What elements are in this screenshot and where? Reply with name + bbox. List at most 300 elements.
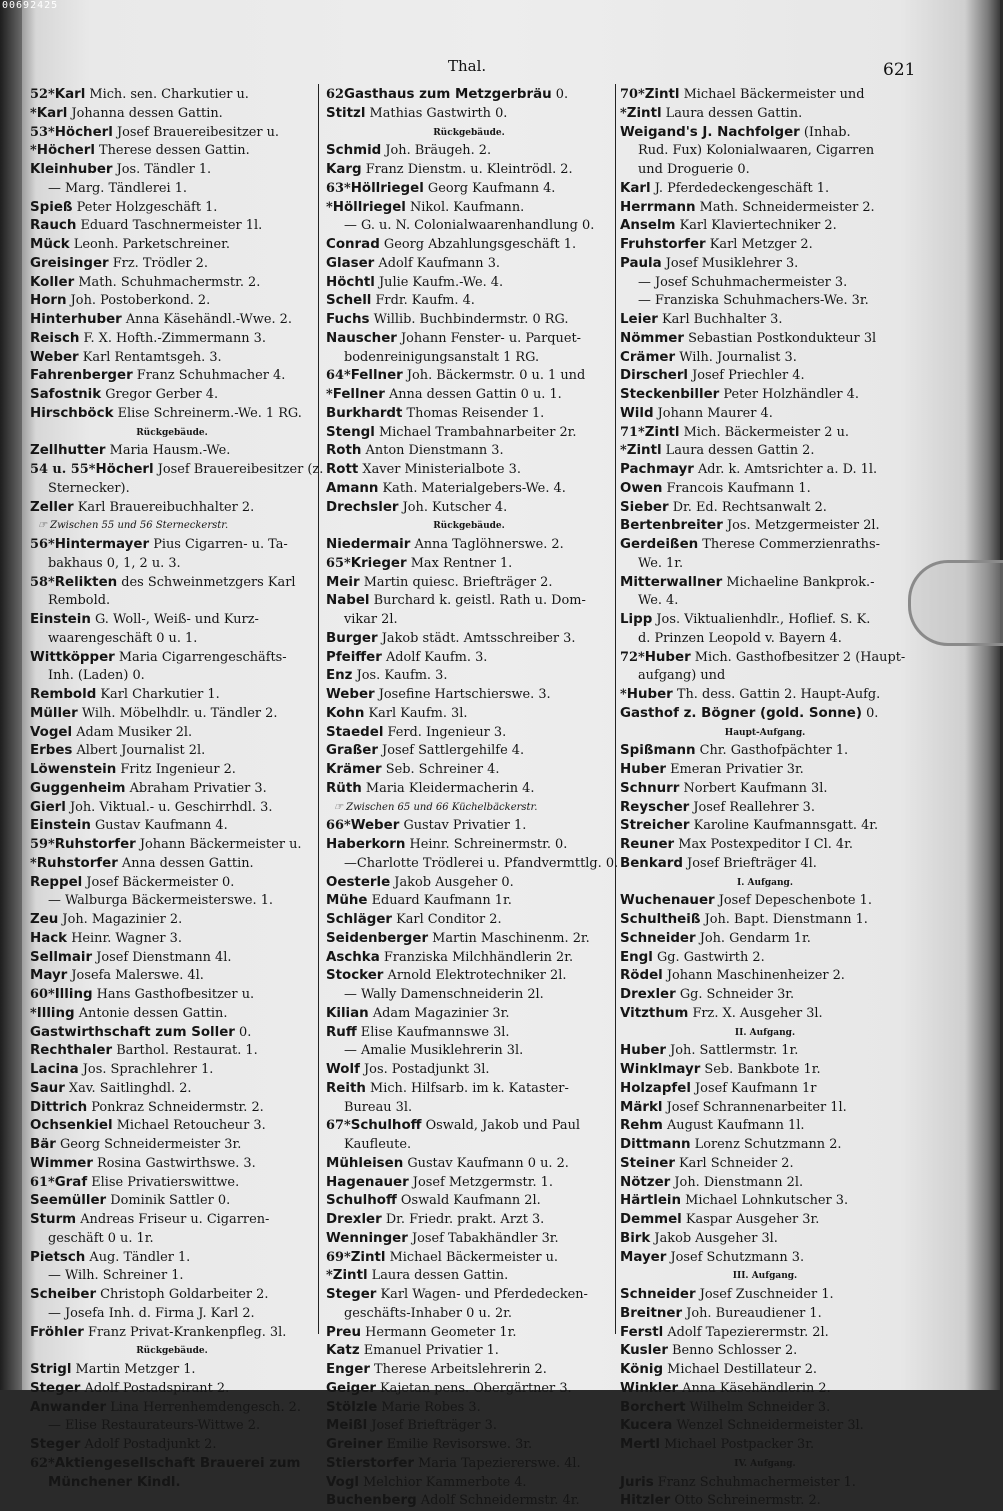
entry-details: Laura dessen Gattin. — [661, 105, 803, 121]
resident-name: Reyscher — [620, 799, 690, 815]
directory-entry — [326, 1155, 612, 1174]
resident-name: Reith — [326, 1080, 366, 1096]
directory-entry — [620, 1492, 910, 1511]
entry-details: Anna Käsehändlerin 2. — [678, 1380, 831, 1396]
directory-entry — [326, 874, 612, 893]
resident-name: Krieger — [350, 555, 407, 571]
directory-entry — [620, 611, 910, 630]
directory-entry — [30, 311, 314, 330]
directory-entry — [620, 1436, 910, 1455]
directory-entry — [620, 1211, 910, 1230]
entry-details: Josef Briefträger 4l. — [682, 855, 817, 871]
entry-details: Mathias Gastwirth 0. — [365, 105, 508, 121]
entry-details: Jos. Sprachlehrer 1. — [78, 1062, 214, 1077]
entry-details: Oswald, Jakob und Paul — [421, 1118, 581, 1134]
entry-details: 0. — [234, 1024, 252, 1040]
directory-entry — [326, 611, 612, 630]
directory-entry — [30, 611, 314, 630]
resident-name: Reuner — [620, 837, 675, 852]
entry-details: F. X. Hofth.-Zimmermann 3. — [79, 330, 266, 346]
directory-entry — [30, 1005, 314, 1024]
directory-entry — [30, 480, 314, 499]
resident-name: Roth — [326, 443, 362, 459]
entry-details: Josef Dienstmann 4l. — [92, 949, 232, 965]
directory-entry — [620, 649, 910, 668]
entry-details: We. 1r. — [638, 555, 684, 571]
resident-name: Karl — [54, 87, 86, 102]
directory-entry — [326, 86, 612, 105]
directory-entry — [30, 199, 314, 218]
resident-name: Geiger — [326, 1380, 376, 1396]
resident-name: Aktiengesellschaft Brauerei zum — [54, 1455, 301, 1471]
entry-details: Antonie dessen Gattin. — [74, 1005, 228, 1021]
resident-name: Nötzer — [620, 1174, 671, 1190]
directory-entry — [30, 1286, 314, 1305]
directory-entry — [326, 274, 612, 293]
resident-name: Schultheiß — [620, 912, 701, 927]
resident-name: Gasthof z. Bögner (gold. Sonne) — [620, 705, 862, 721]
entry-details: Franz Schuhmachermeister 1. — [653, 1474, 856, 1490]
directory-entry — [620, 349, 910, 368]
resident-name: Horn — [30, 293, 67, 309]
entry-details: Joh. Sattlermstr. 1r. — [666, 1043, 799, 1059]
directory-entry — [326, 180, 612, 199]
resident-name: Meir — [326, 574, 360, 590]
house-number: 59* — [30, 837, 55, 852]
resident-name: Pfeiffer — [326, 649, 382, 665]
directory-entry — [326, 1061, 612, 1080]
resident-name: Kusler — [620, 1343, 668, 1359]
entry-details: Michael Destillateur 2. — [663, 1362, 818, 1377]
house-number: 61* — [30, 1174, 55, 1190]
directory-entry — [326, 142, 612, 161]
resident-name: Fellner — [332, 387, 385, 402]
directory-entry — [620, 274, 910, 293]
resident-name: Gerdeißen — [620, 537, 699, 552]
resident-name: Wittköpper — [30, 649, 115, 665]
entry-details: Josef Schutzmann 3. — [666, 1249, 805, 1265]
section-heading: IV. Aufgang. — [734, 1458, 796, 1469]
resident-name: Weber — [326, 687, 375, 702]
entry-details: Nikol. Kaufmann. — [405, 199, 525, 215]
house-number: 72* — [620, 649, 645, 665]
resident-name: Mühleisen — [326, 1155, 404, 1171]
section-heading: Rückgebäude. — [433, 521, 505, 532]
resident-name: Schnurr — [620, 780, 680, 796]
directory-entry — [326, 1380, 612, 1399]
house-number: 56* — [30, 537, 55, 552]
resident-name: Schell — [326, 293, 372, 309]
directory-entry — [30, 911, 314, 930]
resident-name: Amann — [326, 480, 379, 496]
entry-details: Peter Holzgeschäft 1. — [72, 199, 218, 215]
directory-entry — [620, 949, 910, 968]
entry-details: — Marg. Tändlerei 1. — [48, 180, 188, 196]
directory-entry — [620, 1080, 910, 1099]
house-number: * — [326, 199, 333, 215]
resident-name: Seidenberger — [326, 930, 429, 946]
entry-details: Eduard Taschnermeister 1l. — [76, 218, 263, 234]
directory-entry — [30, 799, 314, 818]
resident-name: Benkard — [620, 855, 683, 871]
entry-details: Andreas Friseur u. Cigarren- — [76, 1212, 270, 1227]
entry-details: Inh. (Laden) 0. — [48, 668, 145, 684]
entry-details: Wilh. Journalist 3. — [675, 349, 797, 365]
resident-name: Birk — [620, 1230, 651, 1246]
directory-entry — [30, 686, 314, 705]
directory-entry — [326, 1417, 612, 1436]
entry-details: Johann Bäckermeister u. — [135, 837, 302, 852]
resident-name: Hirschböck — [30, 405, 114, 421]
directory-entry — [326, 217, 612, 236]
directory-entry — [30, 724, 314, 743]
directory-entry — [620, 199, 910, 218]
directory-entry — [326, 649, 612, 668]
entry-details: Laura dessen Gattin 2. — [661, 443, 815, 459]
resident-name: Wild — [620, 405, 654, 421]
entry-details: Jos. Viktualienhdlr., Hoflief. S. K. — [652, 612, 871, 627]
resident-name: Fuchs — [326, 312, 370, 327]
resident-name: Guggenheim — [30, 780, 126, 796]
directory-entry — [30, 124, 314, 143]
resident-name: Zeu — [30, 912, 59, 927]
resident-name: Burkhardt — [326, 405, 403, 421]
directory-entry — [326, 1024, 612, 1043]
directory-entry — [30, 142, 314, 161]
directory-entry — [326, 630, 612, 649]
directory-entry — [30, 1399, 314, 1418]
resident-name: Steiner — [620, 1155, 675, 1171]
entry-details: Josef Bäckermeister 0. — [82, 874, 235, 890]
directory-entry — [620, 367, 910, 386]
entry-details: Dominik Sattler 0. — [106, 1193, 231, 1209]
house-number: 58* — [30, 574, 55, 590]
entry-details: Karl Wagen- und Pferdedecken- — [376, 1287, 588, 1302]
resident-name: Dittmann — [620, 1137, 691, 1152]
directory-entry — [326, 1042, 612, 1061]
resident-name: Illing — [36, 1005, 75, 1021]
directory-entry — [326, 367, 612, 386]
column-rule — [615, 84, 616, 1334]
directory-entry — [30, 1230, 314, 1249]
entry-details: Gg. Gastwirth 2. — [652, 949, 765, 965]
page-clip — [908, 560, 1003, 646]
directory-entry — [30, 667, 314, 686]
directory-entry — [326, 199, 612, 218]
resident-name: Zeller — [30, 499, 74, 515]
entry-details: Josef Kaufmann 1r — [690, 1080, 817, 1096]
entry-details: Joh. Bureaudiener 1. — [682, 1305, 822, 1321]
house-number: * — [620, 105, 627, 121]
resident-name: Enz — [326, 668, 353, 684]
entry-details: des Schweinmetzgers Karl — [117, 574, 296, 590]
directory-entry — [620, 255, 910, 274]
entry-details: Josef Priechler 4. — [688, 368, 805, 384]
entry-details: Frdr. Kaufm. 4. — [371, 293, 475, 309]
house-number: * — [326, 1268, 333, 1284]
entry-details: waarengeschäft 0 u. 1. — [48, 630, 198, 646]
directory-entry — [620, 1417, 910, 1436]
directory-entry — [326, 1474, 612, 1493]
directory-entry — [326, 574, 612, 593]
directory-entry — [620, 667, 910, 686]
resident-name: Steger — [326, 1287, 377, 1302]
entry-details: Adolf Postadjunkt 2. — [80, 1437, 217, 1452]
resident-name: Schläger — [326, 912, 393, 927]
resident-name: König — [620, 1362, 664, 1377]
resident-name: Huber — [620, 1043, 667, 1059]
entry-details: Kajetan pens. Obergärtner 3. — [375, 1380, 572, 1396]
entry-details: Georg Abzahlungsgeschäft 1. — [379, 237, 577, 252]
house-number: 65* — [326, 555, 351, 571]
entry-details: Sternecker). — [48, 480, 130, 496]
resident-name: Ruhstorfer — [54, 837, 136, 852]
directory-entry — [620, 1361, 910, 1380]
directory-entry — [326, 1455, 612, 1474]
resident-name: Rechthaler — [30, 1043, 113, 1059]
directory-entry — [620, 217, 910, 236]
directory-entry — [326, 1436, 612, 1455]
resident-name: Münchener Kindl. — [48, 1474, 181, 1490]
house-number: * — [620, 443, 627, 459]
resident-name: Weber — [350, 818, 400, 834]
entry-details: — G. u. N. Colonialwaarenhandlung 0. — [344, 218, 595, 234]
directory-entry — [326, 1361, 612, 1380]
entry-details: Wenzel Schneidermeister 3l. — [672, 1418, 864, 1434]
cross-street-note: ☞ Zwischen 55 und 56 Sterneckerstr. — [38, 520, 229, 532]
directory-entry — [30, 761, 314, 780]
directory-entry — [620, 836, 910, 855]
resident-name: Lacina — [30, 1062, 79, 1077]
resident-name: Höllriegel — [350, 180, 424, 196]
section-heading: Haupt-Aufgang. — [724, 727, 806, 738]
resident-name: Rauch — [30, 218, 77, 234]
entry-details: Anna Käsehändl.-Wwe. 2. — [121, 312, 292, 327]
resident-name: Mertl — [620, 1437, 661, 1452]
house-number: 67* — [326, 1118, 351, 1134]
entry-details: Peter Holzhändler 4. — [719, 387, 859, 402]
entry-details: Therese Commerzienraths- — [698, 537, 880, 552]
entry-details: Karl Metzger 2. — [705, 237, 813, 252]
resident-name: Nauscher — [326, 330, 397, 346]
directory-entry — [620, 817, 910, 836]
entry-details: Chr. Gasthofpächter 1. — [695, 743, 849, 759]
section-heading: Rückgebäude. — [433, 127, 505, 138]
entry-details: Dr. Ed. Rechtsanwalt 2. — [668, 499, 827, 515]
resident-name: Wenninger — [326, 1230, 408, 1246]
resident-name: Mitterwallner — [620, 574, 723, 590]
resident-name: Huber — [644, 649, 691, 665]
resident-name: Gasthaus zum Metzgerbräu — [343, 87, 552, 102]
directory-entry — [30, 1474, 314, 1493]
directory-entry — [620, 892, 910, 911]
directory-entry — [620, 1099, 910, 1118]
directory-entry — [326, 424, 612, 443]
directory-entry — [326, 780, 612, 799]
entry-details: Gg. Schneider 3r. — [675, 987, 795, 1002]
directory-entry — [620, 592, 910, 611]
house-number: 53* — [30, 124, 55, 140]
resident-name: Pachmayr — [620, 462, 694, 477]
directory-entry — [326, 892, 612, 911]
resident-name: Drexler — [620, 987, 676, 1002]
entry-details: Otto Schreinermstr. 2. — [670, 1493, 821, 1509]
resident-name: Holzapfel — [620, 1080, 691, 1096]
entry-details: Josef Zuschneider 1. — [695, 1287, 834, 1302]
resident-name: Juris — [620, 1474, 654, 1490]
directory-entry — [30, 780, 314, 799]
column-rule — [318, 84, 319, 1334]
resident-name: Huber — [626, 687, 673, 702]
entry-details: Eduard Kaufmann 1r. — [367, 893, 512, 909]
directory-entry — [326, 461, 612, 480]
entry-details: Gregor Gerber 4. — [101, 387, 219, 402]
resident-name: Weber — [30, 349, 79, 365]
entry-details: Fritz Ingenieur 2. — [116, 762, 236, 777]
entry-details: Dr. Friedr. prakt. Arzt 3. — [381, 1212, 545, 1227]
entry-details: Karl Buchhalter 3. — [657, 312, 783, 327]
entry-details: Sebastian Postkondukteur 3l — [684, 330, 877, 346]
section-heading: I. Aufgang. — [737, 877, 793, 888]
entry-details: Joh. Magazinier 2. — [58, 912, 183, 927]
entry-details: Gustav Kaufmann 4. — [90, 818, 228, 834]
directory-entry — [326, 1080, 612, 1099]
directory-entry — [620, 1155, 910, 1174]
directory-entry — [30, 817, 314, 836]
resident-name: Märkl — [620, 1099, 663, 1115]
directory-entry — [326, 855, 619, 874]
directory-entry — [30, 1267, 314, 1286]
resident-name: Gierl — [30, 799, 66, 815]
entry-details: vikar 2l. — [344, 612, 398, 627]
entry-details: Anton Dienstmann 3. — [361, 443, 504, 459]
resident-name: Oesterle — [326, 874, 391, 890]
directory-entry — [30, 892, 314, 911]
directory-entry — [30, 855, 314, 874]
directory-entry — [326, 105, 612, 124]
resident-name: Staedel — [326, 724, 384, 740]
directory-entry — [326, 480, 612, 499]
directory-entry — [30, 499, 314, 518]
directory-entry — [326, 386, 612, 405]
resident-name: Lipp — [620, 612, 653, 627]
resident-name: Einstein — [30, 612, 91, 627]
directory-entry — [30, 649, 314, 668]
entry-details: Adolf Schneidermstr. 4r. — [416, 1493, 580, 1509]
directory-entry — [620, 1230, 910, 1249]
column-3 — [620, 86, 910, 1511]
directory-entry — [620, 1324, 910, 1343]
directory-entry — [620, 742, 910, 761]
entry-details: Martin Metzger 1. — [71, 1362, 196, 1377]
resident-name: Löwenstein — [30, 762, 117, 777]
directory-entry — [30, 1099, 314, 1118]
resident-name: Wuchenauer — [620, 893, 715, 909]
directory-entry — [30, 630, 314, 649]
entry-details: Georg Schneidermeister 3r. — [55, 1137, 242, 1152]
resident-name: Mühe — [326, 893, 368, 909]
scan-id: 00692425 — [2, 0, 59, 11]
house-number: 52* — [30, 87, 55, 102]
directory-entry — [30, 1249, 314, 1268]
entry-details: Josef Depeschenbote 1. — [714, 893, 872, 909]
book-spine — [0, 0, 22, 1390]
directory-entry — [326, 161, 612, 180]
entry-details: Kath. Materialgebers-We. 4. — [378, 480, 566, 496]
directory-entry — [30, 1042, 314, 1061]
entry-details: Willib. Buchbindermstr. 0 RG. — [369, 312, 569, 327]
entry-details: Joh. Kutscher 4. — [398, 499, 508, 515]
resident-name: Zellhutter — [30, 443, 106, 459]
directory-entry — [326, 1099, 612, 1118]
entry-details: Norbert Kaufmann 3l. — [679, 780, 828, 796]
resident-name: Hagenauer — [326, 1174, 409, 1190]
resident-name: Krämer — [326, 762, 382, 777]
resident-name: Paula — [620, 255, 662, 271]
entry-details: Josef Brauereibesitzer u. — [112, 124, 280, 140]
resident-name: Dittrich — [30, 1099, 88, 1115]
entry-details: Hans Gasthofbesitzer u. — [92, 987, 255, 1002]
resident-name: Anwander — [30, 1399, 107, 1415]
entry-details: Michaeline Bankprok.- — [722, 574, 875, 590]
directory-entry — [30, 1305, 314, 1324]
cross-street-note: ☞ Zwischen 65 und 66 Küchelbäckerstr. — [334, 801, 538, 813]
entry-details: Jos. Metzgermeister 2l. — [722, 518, 880, 534]
entry-details: Karl Schneider 2. — [674, 1155, 794, 1171]
directory-entry — [30, 705, 314, 724]
entry-details: Joh. Bäckermstr. 0 u. 1 und — [402, 368, 586, 384]
entry-details: —Charlotte Trödlerei u. Pfandvermttlg. 0. — [344, 855, 619, 871]
directory-entry — [326, 705, 612, 724]
directory-entry — [326, 836, 612, 855]
entry-details: Karl Charkutier 1. — [96, 687, 220, 702]
entry-details: Franz Privat-Krankenpfleg. 3l. — [83, 1324, 287, 1340]
directory-entry — [326, 1342, 612, 1361]
resident-name: Breitner — [620, 1305, 683, 1321]
house-number: 60* — [30, 987, 55, 1002]
entry-details: Heinr. Schreinermstr. 0. — [405, 837, 568, 852]
directory-entry — [30, 86, 314, 105]
resident-name: Rehm — [620, 1118, 663, 1134]
resident-name: Höcherl — [95, 462, 154, 477]
resident-name: Seemüller — [30, 1193, 107, 1209]
resident-name: Bär — [30, 1137, 56, 1152]
entry-details: Maria Cigarrengeschäfts- — [114, 649, 287, 665]
house-number: 69* — [326, 1249, 351, 1265]
resident-name: Karl — [620, 180, 651, 196]
resident-name: Stitzl — [326, 105, 366, 121]
directory-entry — [620, 1474, 910, 1493]
entry-details: Joh. Postoberkond. 2. — [66, 293, 211, 309]
resident-name: Zintl — [350, 1249, 386, 1265]
resident-name: Streicher — [620, 818, 690, 834]
resident-name: Müller — [30, 705, 78, 721]
resident-name: Höcherl — [36, 143, 95, 159]
resident-name: Zintl — [626, 105, 662, 121]
entry-details: 0. — [551, 87, 569, 102]
directory-entry — [620, 1061, 910, 1080]
resident-name: Haberkorn — [326, 837, 406, 852]
directory-entry — [620, 330, 910, 349]
entry-details: Max Rentner 1. — [406, 555, 513, 571]
entry-details: Xav. Saitlinghdl. 2. — [64, 1080, 192, 1096]
entry-details: Michael Trambahnarbeiter 2r. — [374, 424, 577, 440]
resident-name: Fruhstorfer — [620, 237, 706, 252]
entry-details: Karl Conditor 2. — [392, 912, 502, 927]
resident-name: Stölzle — [326, 1399, 378, 1415]
directory-entry — [620, 1399, 910, 1418]
resident-name: Fellner — [350, 368, 403, 384]
